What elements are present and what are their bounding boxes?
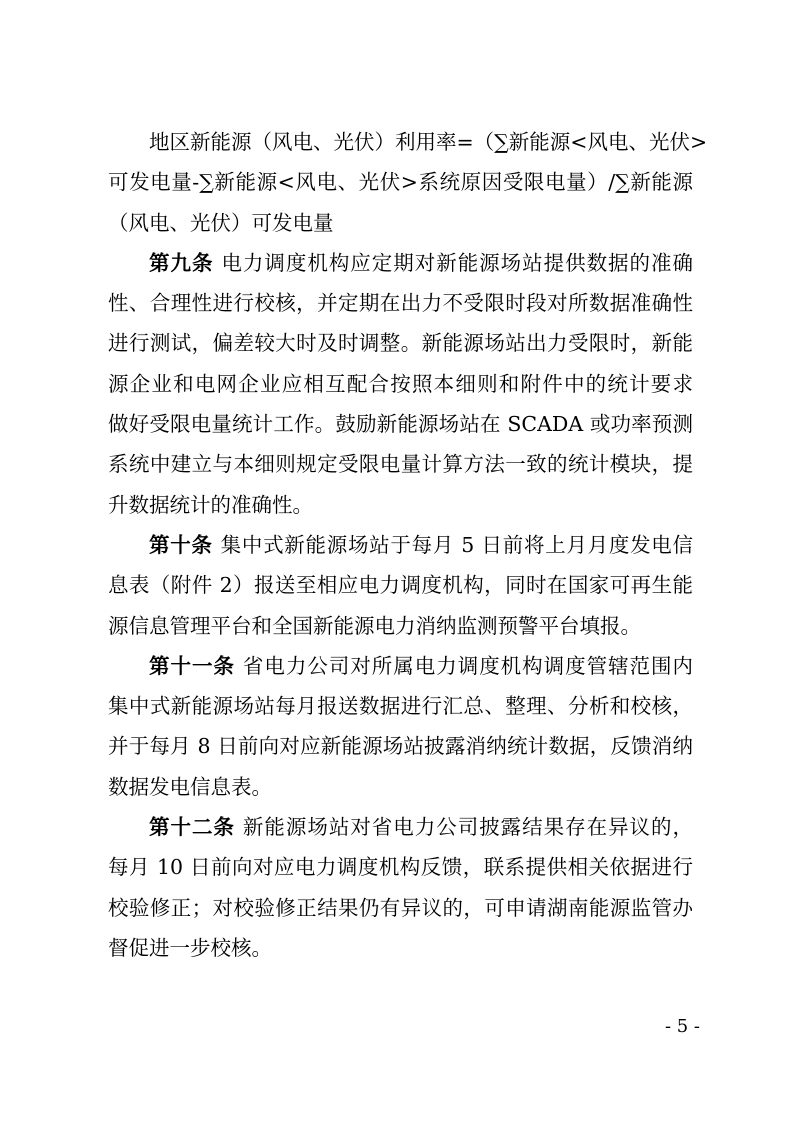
text-line: 集中式新能源场站每月报送数据进行汇总、整理、分析和校核， <box>108 694 693 719</box>
text-line: 做好受限电量统计工作。鼓励新能源场站在 SCADA 或功率预测 <box>108 412 693 437</box>
text-line: 性、合理性进行校核，并定期在出力不受限时段对所数据准确性 <box>108 291 693 316</box>
paragraph-article-9 <box>108 243 693 525</box>
text-line: 每月 10 日前向对应电力调度机构反馈，联系提供相关依据进行 <box>108 855 693 880</box>
article-heading: 第九条 <box>149 250 214 275</box>
text-line <box>108 646 693 686</box>
text-line: 源企业和电网企业应相互配合按照本细则和附件中的统计要求 <box>108 371 693 396</box>
article-heading: 第十一条 <box>149 653 235 678</box>
text-line-body: 集中式新能源场站于每月 5 日前将上月月度发电信 <box>220 532 694 557</box>
article-heading: 第十二条 <box>149 815 235 840</box>
text-line-body: 新能源场站对省电力公司披露结果存在异议的， <box>242 815 694 840</box>
paragraph-article-10 <box>108 525 693 646</box>
page-number: - 5 - <box>664 1016 700 1037</box>
document-body <box>108 122 708 968</box>
text-line: 并于每月 8 日前向对应新能源场站披露消纳统计数据，反馈消纳 <box>108 734 693 759</box>
text-line: 可发电量-∑新能源<风电、光伏>系统原因受限电量）/∑新能源 <box>108 170 693 195</box>
text-line <box>108 525 693 565</box>
text-line: 源信息管理平台和全国新能源电力消纳监测预警平台填报。 <box>108 613 641 638</box>
text-line <box>108 243 693 283</box>
text-line: 数据发电信息表。 <box>108 774 272 799</box>
text-line <box>108 807 693 847</box>
text-line: 地区新能源（风电、光伏）利用率=（∑新能源<风电、光伏> <box>149 130 708 154</box>
text-line: 督促进一步校核。 <box>108 935 272 960</box>
article-heading: 第十条 <box>149 532 213 557</box>
text-line: 系统中建立与本细则规定受限电量计算方法一致的统计模块，提 <box>108 452 693 477</box>
paragraph-article-12 <box>108 807 693 968</box>
text-line: 进行测试，偏差较大时及时调整。新能源场站出力受限时，新能 <box>108 331 693 356</box>
text-line: 校验修正；对校验修正结果仍有异议的，可申请湖南能源监管办 <box>108 895 693 920</box>
paragraph-article-11 <box>108 646 693 807</box>
text-line: （风电、光伏）可发电量 <box>108 210 334 235</box>
text-line: 升数据统计的准确性。 <box>108 492 313 517</box>
text-line-body: 省电力公司对所属电力调度机构调度管辖范围内 <box>242 653 694 678</box>
paragraph-formula <box>108 122 708 243</box>
text-line-body: 电力调度机构应定期对新能源场站提供数据的准确 <box>221 250 693 275</box>
text-line: 息表（附件 2）报送至相应电力调度机构，同时在国家可再生能 <box>108 573 693 598</box>
